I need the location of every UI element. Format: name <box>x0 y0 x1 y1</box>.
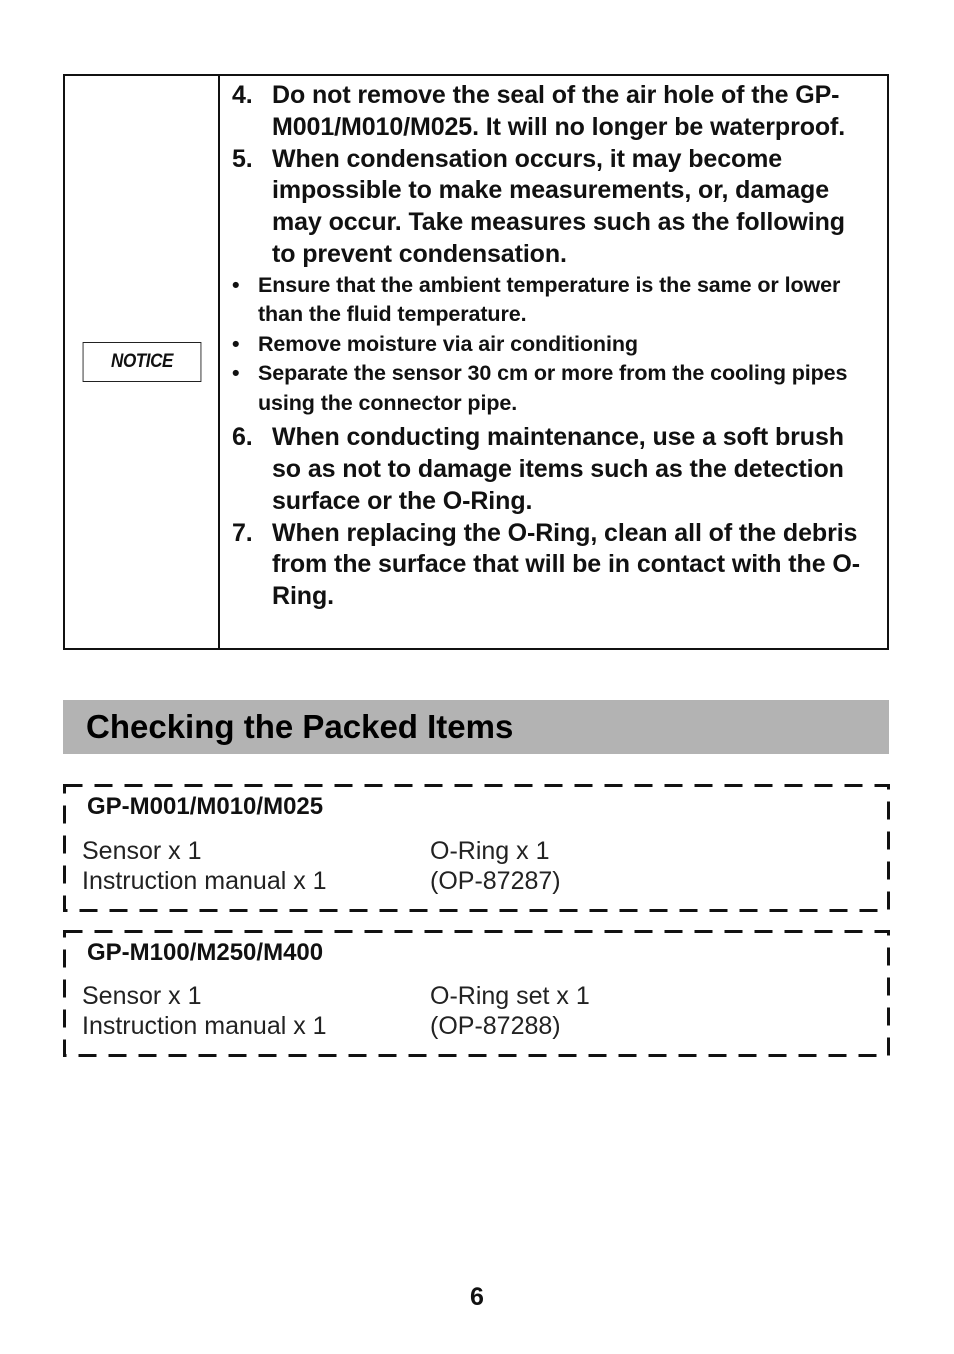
bullet-icon: • <box>232 272 240 297</box>
notice-item-6 <box>232 422 871 517</box>
notice-bullet-text: Separate the sensor 30 cm or more from the cooling pipes using the connector pipe. <box>258 361 848 415</box>
notice-content-cell <box>220 76 887 648</box>
pack-box-1 <box>63 784 890 912</box>
pack-item: Sensor x 1 <box>82 982 202 1010</box>
section-header <box>63 700 889 754</box>
notice-item-text: Do not remove the seal of the air hole of the GP-M001/M010/M025. It will no longer be waterproof. <box>272 81 846 141</box>
notice-item-text: When conducting maintenance, use a soft brush so as not to damage items such as the detection surface or the O-Ring. <box>272 423 844 515</box>
notice-bullet-item <box>232 271 871 330</box>
section-title: Checking the Packed Items <box>86 708 514 745</box>
notice-item-number: 4. <box>232 81 253 109</box>
pack-left-column <box>82 982 327 1041</box>
notice-item-4 <box>232 80 871 144</box>
pack-item: O-Ring set x 1 <box>430 982 590 1010</box>
notice-bullet-item <box>232 359 871 418</box>
pack-box-2 <box>63 930 890 1057</box>
bullet-icon: • <box>232 361 240 386</box>
pack-model-name: GP-M100/M250/M400 <box>87 939 324 966</box>
pack-right-column <box>430 837 561 896</box>
notice-bullet-list <box>232 271 871 423</box>
bullet-icon: • <box>232 331 240 356</box>
pack-item: Instruction manual x 1 <box>82 1011 327 1040</box>
notice-table <box>63 74 889 650</box>
pack-item: (OP-87287) <box>430 866 561 895</box>
notice-item-number: 7. <box>232 518 253 547</box>
notice-bullet-item <box>232 330 871 360</box>
pack-item: O-Ring x 1 <box>430 837 550 865</box>
notice-item-number: 5. <box>232 144 253 173</box>
notice-item-7 <box>232 518 871 613</box>
pack-item: Sensor x 1 <box>82 837 202 865</box>
page-number: 6 <box>470 1283 484 1311</box>
notice-item-number: 6. <box>232 423 253 452</box>
pack-right-column <box>430 982 590 1041</box>
notice-label-cell <box>65 76 220 648</box>
notice-bullet-text: Remove moisture via air conditioning <box>258 331 638 356</box>
notice-item-5 <box>232 144 871 271</box>
notice-badge: NOTICE <box>83 342 202 382</box>
pack-item: Instruction manual x 1 <box>82 866 327 895</box>
pack-model-name: GP-M001/M010/M025 <box>87 793 324 820</box>
notice-bullet-text: Ensure that the ambient temperature is the same or lower than the fluid temperature. <box>258 272 841 327</box>
pack-item: (OP-87288) <box>430 1011 561 1040</box>
notice-item-text: When replacing the O-Ring, clean all of the debris from the surface that will be in contact with the O-Ring. <box>272 518 860 611</box>
notice-item-text: When condensation occurs, it may become impossible to make measurements, or, damage may occur. Take measures such as the following to prevent condensation. <box>272 144 845 268</box>
pack-left-column <box>82 837 327 896</box>
